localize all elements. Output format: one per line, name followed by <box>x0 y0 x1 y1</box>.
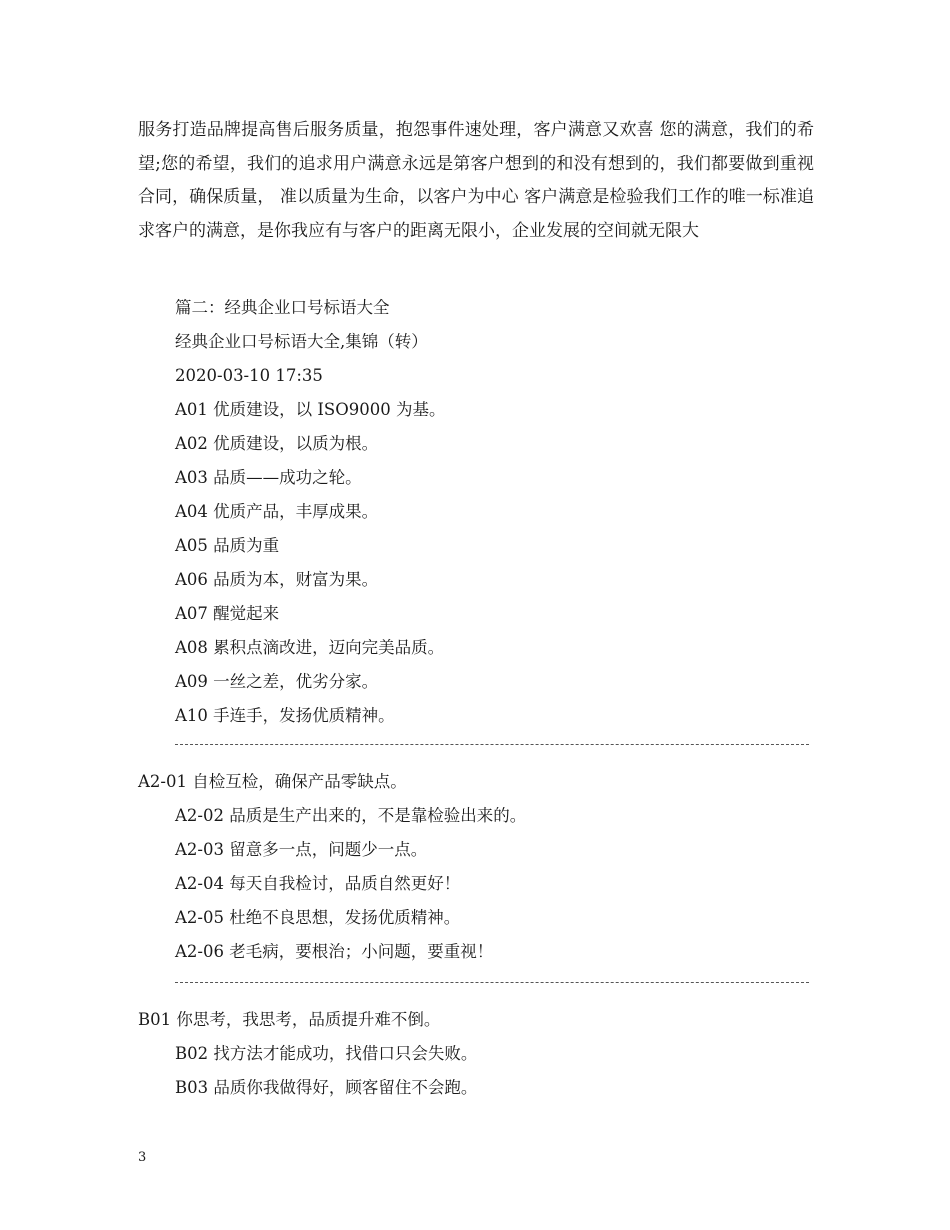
intro-paragraph: 服务打造品牌提高售后服务质量，抱怨事件速处理，客户满意又欢喜 您的满意，我们的希望;您的希望，我们的追求用户满意永远是第客户想到的和没有想到的，我们都要做到重视合同，确保质量， 准以质量为生命，以客户为中心 客户满意是检验我们工作的唯一标准追求客户的满意，是你我应有与客户的距离无限小，企业发展的空间就无限大 <box>138 120 814 241</box>
slogan-a07: A07 醒觉起来 <box>175 604 280 623</box>
section-title: 篇二：经典企业口号标语大全 <box>175 298 390 317</box>
page-number: 3 <box>138 1150 147 1165</box>
slogan-a04: A04 优质产品，丰厚成果。 <box>175 502 379 521</box>
slogan-a2-05: A2-05 杜绝不良思想，发扬优质精神。 <box>175 908 461 927</box>
slogan-a10: A10 手连手，发扬优质精神。 <box>175 706 395 725</box>
slogan-a08: A08 累积点滴改进，迈向完美品质。 <box>175 638 445 657</box>
document-subtitle: 经典企业口号标语大全,集锦（转） <box>175 332 428 351</box>
slogan-a2-02: A2-02 品质是生产出来的，不是靠检验出来的。 <box>175 806 527 825</box>
slogan-a02: A02 优质建设，以质为根。 <box>175 434 379 453</box>
slogan-b02: B02 找方法才能成功，找借口只会失败。 <box>175 1044 478 1063</box>
slogan-a01: A01 优质建设，以 ISO9000 为基。 <box>175 400 446 419</box>
dashed-separator <box>175 744 809 745</box>
slogan-a2-06: A2-06 老毛病，要根治；小问题，要重视！ <box>175 942 494 961</box>
slogan-a05: A05 品质为重 <box>175 536 280 555</box>
slogan-a2-04: A2-04 每天自我检讨，品质自然更好！ <box>175 874 461 893</box>
slogan-a2-01: A2-01 自检互检，确保产品零缺点。 <box>138 772 407 791</box>
slogan-a09: A09 一丝之差，优劣分家。 <box>175 672 379 691</box>
slogan-a03: A03 品质——成功之轮。 <box>175 468 362 487</box>
slogan-a2-03: A2-03 留意多一点，问题少一点。 <box>175 840 428 859</box>
slogan-b01: B01 你思考，我思考，品质提升难不倒。 <box>138 1010 441 1029</box>
document-date: 2020-03-10 17:35 <box>175 366 323 385</box>
dashed-separator <box>175 982 809 983</box>
slogan-a06: A06 品质为本，财富为果。 <box>175 570 379 589</box>
slogan-b03: B03 品质你我做得好，顾客留住不会跑。 <box>175 1078 478 1097</box>
